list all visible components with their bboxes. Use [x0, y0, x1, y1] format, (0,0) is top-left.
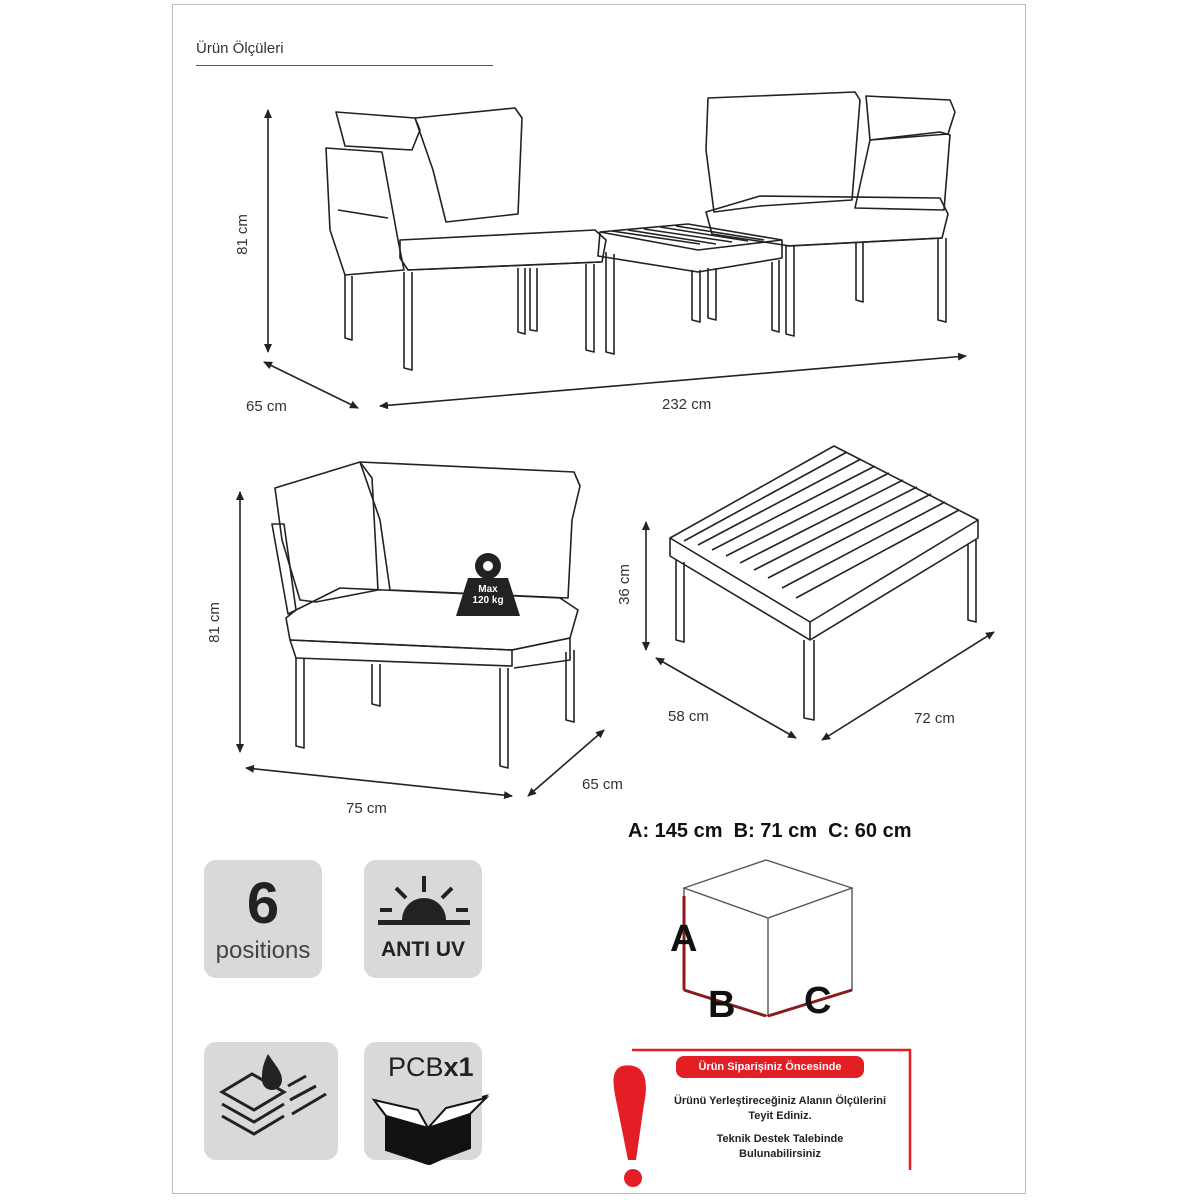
table-width-label: 72 cm: [914, 710, 955, 727]
coffee-table-drawing: [670, 446, 978, 720]
warning-heading: Ürün Siparişiniz Öncesinde: [676, 1056, 864, 1078]
anti-uv-badge: [364, 860, 482, 978]
set-height-label: 81 cm: [233, 214, 251, 255]
sofa-set-drawing: [326, 92, 955, 370]
box-label-c: C: [804, 980, 832, 1022]
chair-width-label: 75 cm: [346, 800, 387, 817]
warning-body: [650, 1094, 910, 1162]
package-c: C: 60 cm: [828, 820, 912, 842]
package-count-badge: [364, 1042, 482, 1160]
box-label-a: A: [670, 918, 698, 960]
max-load-line1: Max: [478, 584, 498, 595]
package-b: B: 71 cm: [733, 820, 817, 842]
pcb-text: PCB: [388, 1052, 444, 1082]
page-title: Ürün Ölçüleri: [196, 40, 284, 57]
max-load-line2: 120 kg: [472, 595, 504, 606]
pcb-count: x1: [443, 1052, 474, 1082]
positions-number: 6: [246, 871, 280, 936]
chair-height-label: 81 cm: [205, 602, 223, 643]
pcb-label: [388, 1052, 482, 1083]
positions-badge: [204, 860, 322, 978]
positions-label: positions: [215, 937, 311, 964]
warning-line2: Teyit Ediniz.: [748, 1110, 812, 1122]
table-width-arrow: [822, 632, 994, 740]
warning-line3: Teknik Destek Talebinde: [716, 1133, 844, 1145]
chair-drawing: [272, 462, 580, 768]
chair-width-arrow: [246, 768, 512, 796]
max-load-label: [466, 584, 510, 606]
anti-uv-label: ANTI UV: [381, 938, 465, 961]
table-depth-label: 58 cm: [668, 708, 709, 725]
set-depth-label: 65 cm: [246, 398, 287, 415]
box-label-b: B: [708, 984, 736, 1026]
set-width-label: 232 cm: [662, 396, 712, 413]
exclamation-icon: [614, 1065, 646, 1187]
warning-line4: Bulunabilirsiniz: [739, 1148, 821, 1160]
table-depth-arrow: [656, 658, 796, 738]
package-a: A: 145 cm: [628, 820, 723, 842]
waterproof-badge: [204, 1042, 338, 1160]
warning-line1: Ürünü Yerleştireceğiniz Alanın Ölçülerini: [673, 1095, 887, 1107]
package-dimensions: [628, 820, 912, 843]
table-height-label: 36 cm: [615, 564, 633, 605]
chair-depth-label: 65 cm: [582, 776, 623, 793]
